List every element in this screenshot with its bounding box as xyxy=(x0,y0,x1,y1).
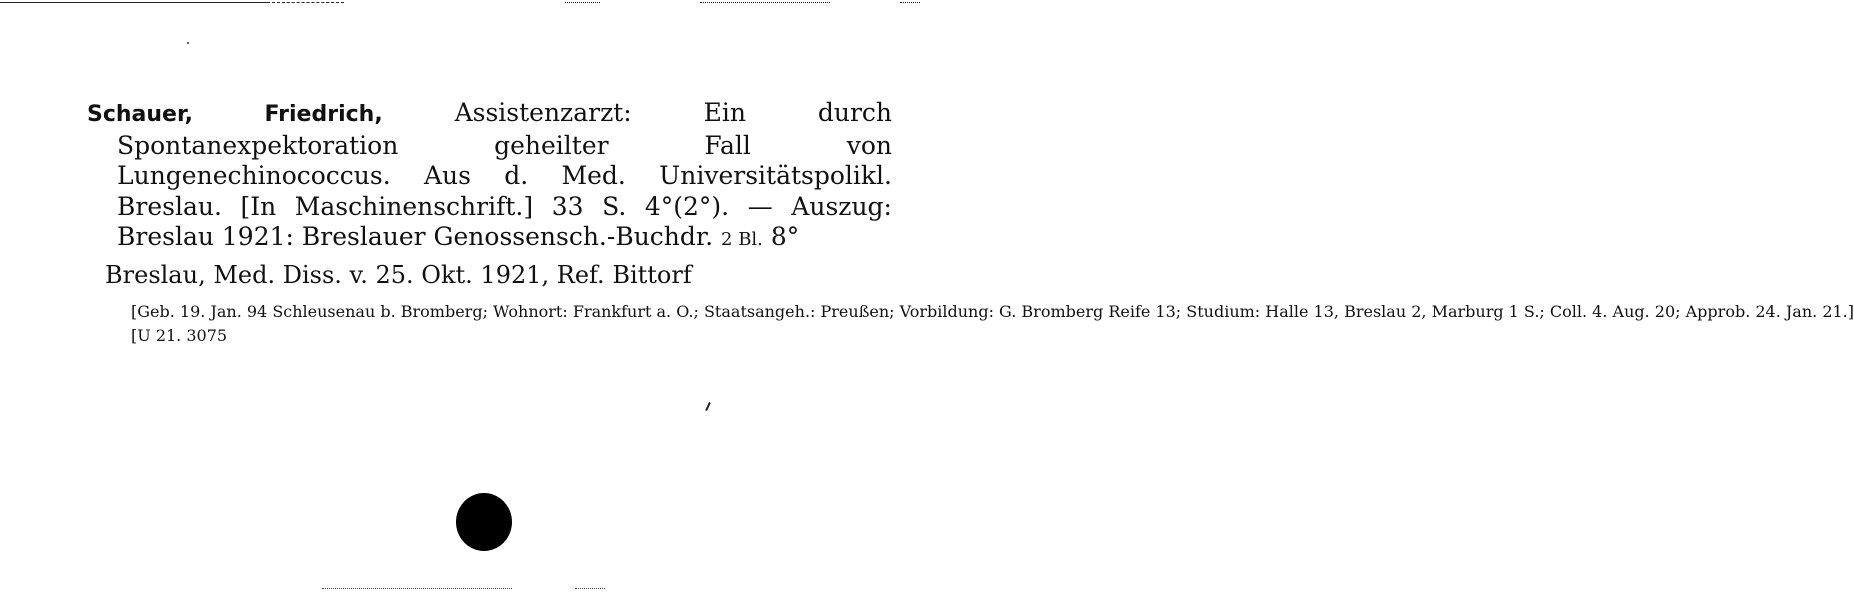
top-border-rule xyxy=(272,2,344,3)
entry-author: Schauer, Friedrich, xyxy=(87,102,383,127)
bottom-border-rule xyxy=(322,588,512,589)
card-punch-hole xyxy=(456,493,512,551)
entry-title: Assistenzarzt: Ein durch Spontanexpektoration geheilter Fall von Lungenechinococcus. Aus d. Med. Universitätspolikl. Breslau. [In Maschinenschrift.] 33 S. 4°(2°). — Auszug: Breslau 1921: Breslauer Genossensch.-Buchdr. xyxy=(117,98,892,251)
top-border-rule xyxy=(0,2,270,3)
entry-format: 8° xyxy=(770,222,800,251)
top-border-rule xyxy=(900,2,920,3)
entry-bio-text: [Geb. 19. Jan. 94 Schleusenau b. Bromberg; Wohnort: Frankfurt a. O.; Staatsangeh.: Preußen; Vorbildung: G. Bromberg Reife 13; Studium: Halle 13, Breslau 2, Marburg 1 S.; Coll. 4. Aug. 20; Approb. 24. Jan. 21.] xyxy=(131,301,1854,321)
ink-speck xyxy=(187,42,189,44)
entry-biography xyxy=(131,300,1854,349)
entry-main-paragraph xyxy=(87,98,892,256)
top-border-rule xyxy=(565,2,600,3)
catalog-entry xyxy=(87,98,1854,349)
entry-shelfmark: [U 21. 3075 xyxy=(131,326,228,345)
ink-mark xyxy=(705,402,711,411)
entry-dissertation-note: Breslau, Med. Diss. v. 25. Okt. 1921, Ref. Bittorf xyxy=(105,260,692,289)
bottom-border-rule xyxy=(575,588,605,589)
top-border-rule xyxy=(700,2,830,3)
entry-extent: 2 Bl. xyxy=(721,229,763,250)
